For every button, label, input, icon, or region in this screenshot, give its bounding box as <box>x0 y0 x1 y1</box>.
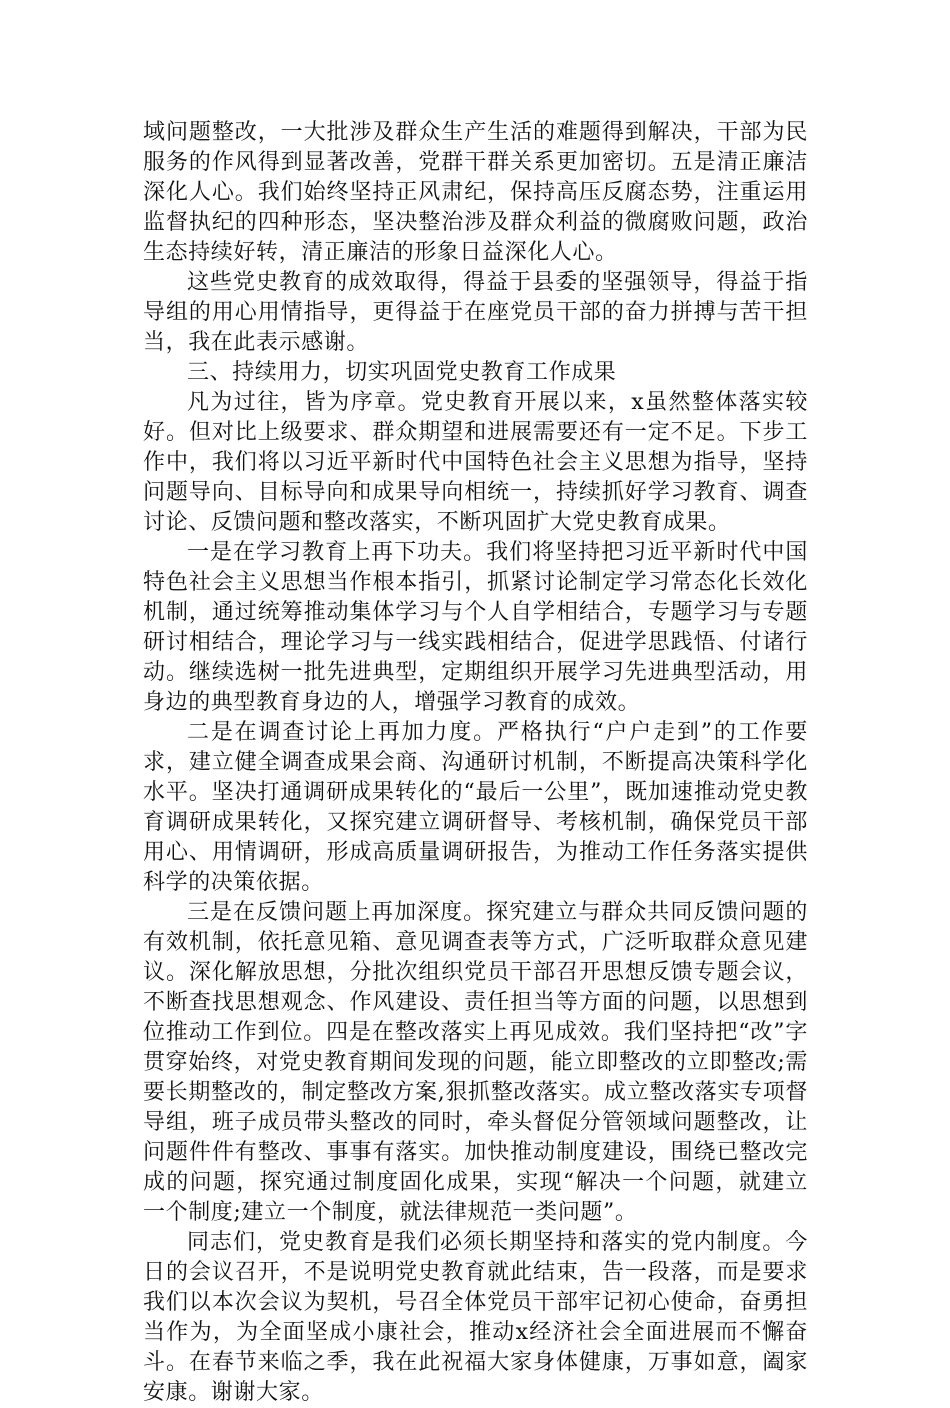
paragraph-point-one: 一是在学习教育上再下功夫。我们将坚持把习近平新时代中国特色社会主义思想当作根本指引，抓紧讨论制定学习常态化长效化机制，通过统筹推动集体学习与个人自学相结合，专题学习与专题研讨相结合，理论学习与一线实践相结合，促进学思践悟、付诸行动。继续选树一批先进典型，定期组织开展学习先进典型活动，用身边的典型教育身边的人，增强学习教育的成效。 <box>143 540 808 715</box>
paragraph-continuation: 域问题整改，一大批涉及群众生产生活的难题得到解决，干部为民服务的作风得到显著改善，党群干群关系更加密切。五是清正廉洁深化人心。我们始终坚持正风肃纪，保持高压反腐态势，注重运用监督执纪的四种形态，坚决整治涉及群众利益的微腐败问题，政治生态持续好转，清正廉洁的形象日益深化人心。 <box>143 120 808 265</box>
paragraph-intro: 凡为过往，皆为序章。党史教育开展以来，x虽然整体落实较好。但对比上级要求、群众期望和进展需要还有一定不足。下步工作中，我们将以习近平新时代中国特色社会主义思想为指导，坚持问题导向、目标导向和成果导向相统一，持续抓好学习教育、调查讨论、反馈问题和整改落实，不断巩固扩大党史教育成果。 <box>143 390 808 535</box>
paragraph-closing: 同志们，党史教育是我们必须长期坚持和落实的党内制度。今日的会议召开，不是说明党史教育就此结束，告一段落，而是要求我们以本次会议为契机，号召全体党员干部牢记初心使命，奋勇担当作为，为全面坚成小康社会，推动x经济社会全面进展而不懈奋斗。在春节来临之季，我在此祝福大家身体健康，万事如意，阖家安康。谢谢大家。 <box>143 1230 808 1405</box>
section-heading: 三、持续用力，切实巩固党史教育工作成果 <box>187 360 617 385</box>
paragraph-point-two: 二是在调查讨论上再加力度。严格执行“户户走到”的工作要求，建立健全调查成果会商、沟通研讨机制，不断提高决策科学化水平。坚决打通调研成果转化的“最后一公里”，既加速推动党史教育调研成果转化，又探究建立调研督导、考核机制，确保党员干部用心、用情调研，形成高质量调研报告，为推动工作任务落实提供科学的决策依据。 <box>143 720 808 895</box>
paragraph-point-three: 三是在反馈问题上再加深度。探究建立与群众共同反馈问题的有效机制，依托意见箱、意见调查表等方式，广泛听取群众意见建议。深化解放思想，分批次组织党员干部召开思想反馈专题会议，不断查找思想观念、作风建设、责任担当等方面的问题，以思想到位推动工作到位。四是在整改落实上再见成效。我们坚持把“改”字贯穿始终，对党史教育期间发现的问题，能立即整改的立即整改;需要长期整改的，制定整改方案,狠抓整改落实。成立整改落实专项督导组，班子成员带头整改的同时，牵头督促分管领域问题整改，让问题件件有整改、事事有落实。加快推动制度建设，围绕已整改完成的问题，探究通过制度固化成果，实现“解决一个问题，就建立一个制度;建立一个制度，就法律规范一类问题”。 <box>143 900 808 1225</box>
paragraph-acknowledgement: 这些党史教育的成效取得，得益于县委的坚强领导，得益于指导组的用心用情指导，更得益于在座党员干部的奋力拼搏与苦干担当，我在此表示感谢。 <box>143 270 808 355</box>
document-body <box>143 118 808 1408</box>
